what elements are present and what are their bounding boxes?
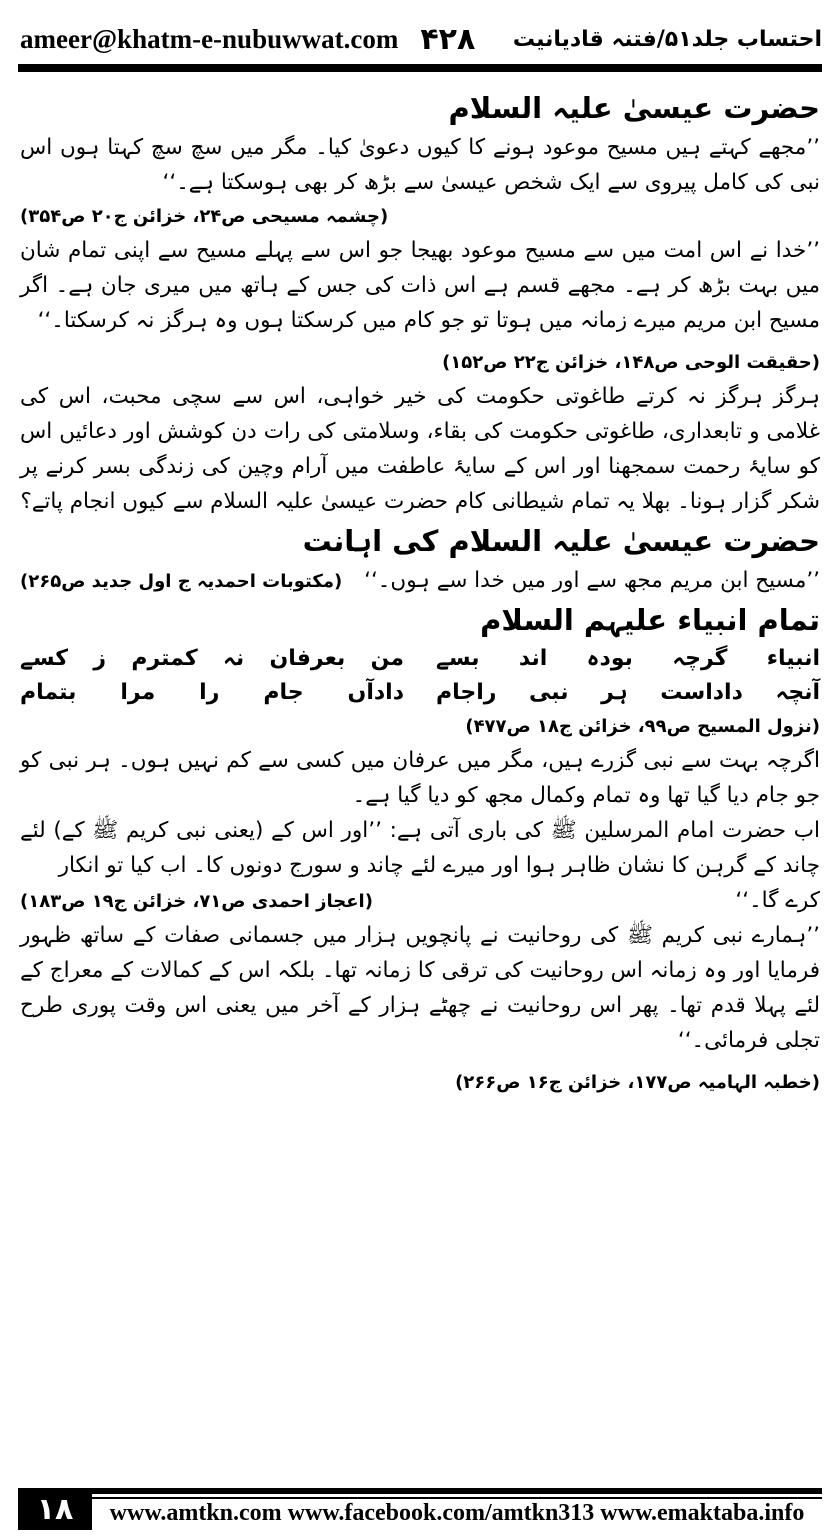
reference-3: (مکتوبات احمدیہ ج اول جدید ص۲۶۵) [20, 571, 343, 592]
header-page-number: ۴۲۸ [420, 21, 476, 57]
header-left [20, 22, 475, 57]
footer-rule-thick [92, 1488, 822, 1494]
verse-1-first: انبیاء گرچہ بودہ اند بسے [436, 646, 820, 671]
footer-page-number: ۱۸ [18, 1488, 92, 1530]
quote-line-5 [20, 883, 820, 918]
verse-2-first: آنچہ داداست ہر نبی راجام [436, 680, 820, 705]
translation-paragraph: اگرچہ بہت سے نبی گزرے ہیں، مگر میں عرفان میں کسی سے کم نہیں ہوں۔ ہر نبی کو جو جام دیا گیا تھا وہ تمام وکمال مجھ کو دیا گیا ہے۔ [20, 748, 820, 808]
page-body [20, 86, 820, 1099]
reference-6: (خطبہ الہامیہ ص۱۷۷، خزائن ج۱۶ ص۲۶۶) [455, 1072, 820, 1093]
reference-5: (اعجاز احمدی ص۷۱، خزائن ج۱۹ ص۱۸۳) [20, 891, 373, 912]
quote-4-end: کرے گا۔‘‘ [735, 888, 820, 913]
quote-5: ’’ہمارے نبی کریم ﷺ کی روحانیت نے پانچویں ہزار میں جسمانی صفات کے ساتھ ظہور فرمایا اور وہ زمانہ اس روحانیت کی ترقی کا زمانہ تھا۔ بلکہ اس کے کمالات کے معراج کے لئے پہلا قدم تھا۔ پھر اس روحانیت نے چھٹے ہزار کے آخر میں یعنی اس وقت پوری طرح تجلی فرمائی۔‘‘ [20, 923, 820, 1053]
paragraph-commentary: ہرگز ہرگز نہ کرتے طاغوتی حکومت کی خیر خواہی، اس سے سچی محبت، اس کی غلامی و تابعداری، طاغوتی حکومت کی بقاء، وسلامتی کی رات دن کوشش اور دعائیں اس کو سایۂ رحمت سمجھنا اور اس کے سایۂ عاطفت میں آرام وچین کی زندگی بسر کرنے پر شکر گزار ہونا۔ بھلا یہ تمام شیطانی کام حضرت عیسیٰ علیہ السلام سے کیوں انجام پاتے؟ [20, 384, 820, 514]
verse-1-second: من بعرفان نہ کمترم ز کسے [20, 646, 404, 671]
quote-3: ’’مسیح ابن مریم مجھ سے اور میں خدا سے ہوں۔‘‘ [364, 568, 820, 593]
reference-1: (چشمہ مسیحی ص۲۴، خزائن ج۲۰ ص۳۵۴) [20, 206, 389, 227]
reference-4: (نزول المسیح ص۹۹، خزائن ج۱۸ ص۴۷۷) [465, 716, 820, 737]
heading-prophets: تمام انبیاء علیہم السلام [480, 603, 820, 637]
header-email: ameer@khatm-e-nubuwwat.com [20, 23, 399, 54]
footer-bar [92, 1488, 822, 1530]
verse-2-second: دادآں جام را مرا بتمام [20, 680, 404, 705]
verse-line-2 [20, 676, 820, 710]
quote-2: ’’خدا نے اس امت میں سے مسیح موعود بھیجا جو اس سے پہلے مسیح سے اپنی تمام شان میں بہت بڑھ کر ہے۔ مجھے قسم ہے اس ذات کی جس کے ہاتھ میں میری جان ہے۔ اگر مسیح ابن مریم میرے زمانہ میں ہوتا تو جو کام میں کرسکتا ہوں وہ ہرگز نہ کرسکتا۔‘‘ [20, 238, 820, 333]
header-rule [18, 64, 822, 72]
page-header [20, 14, 822, 64]
heading-isa: حضرت عیسیٰ علیہ السلام [448, 91, 820, 125]
footer-websites[interactable]: www.amtkn.com www.facebook.com/amtkn313 www.emaktaba.info [109, 1500, 805, 1526]
verse-line-1 [20, 642, 820, 676]
quote-line-3 [20, 563, 820, 598]
quote-4: اب حضرت امام المرسلین ﷺ کی باری آتی ہے: ’’اور اس کے (یعنی نبی کریم ﷺ کے) لئے چاند کے گرہن کا نشان ظاہر ہوا اور میرے لئے چاند و سورج دونوں کا۔ اب کیا تو انکار [20, 818, 820, 878]
header-book-title: احتساب جلد۵۱/فتنہ قادیانیت [512, 26, 822, 52]
quote-1: ’’مجھے کہتے ہیں مسیح موعود ہونے کا کیوں دعویٰ کیا۔ مگر میں سچ سچ کہتا ہوں اس نبی کی کامل پیروی سے ایک شخص عیسیٰ سے بڑھ کر بھی ہوسکتا ہے۔‘‘ [20, 135, 820, 195]
reference-2: (حقیقت الوحی ص۱۴۸، خزائن ج۲۲ ص۱۵۲) [442, 352, 820, 373]
page-footer [18, 1488, 822, 1530]
footer-rule-thin [92, 1497, 822, 1499]
heading-insult: حضرت عیسیٰ علیہ السلام کی اہانت [302, 524, 820, 558]
